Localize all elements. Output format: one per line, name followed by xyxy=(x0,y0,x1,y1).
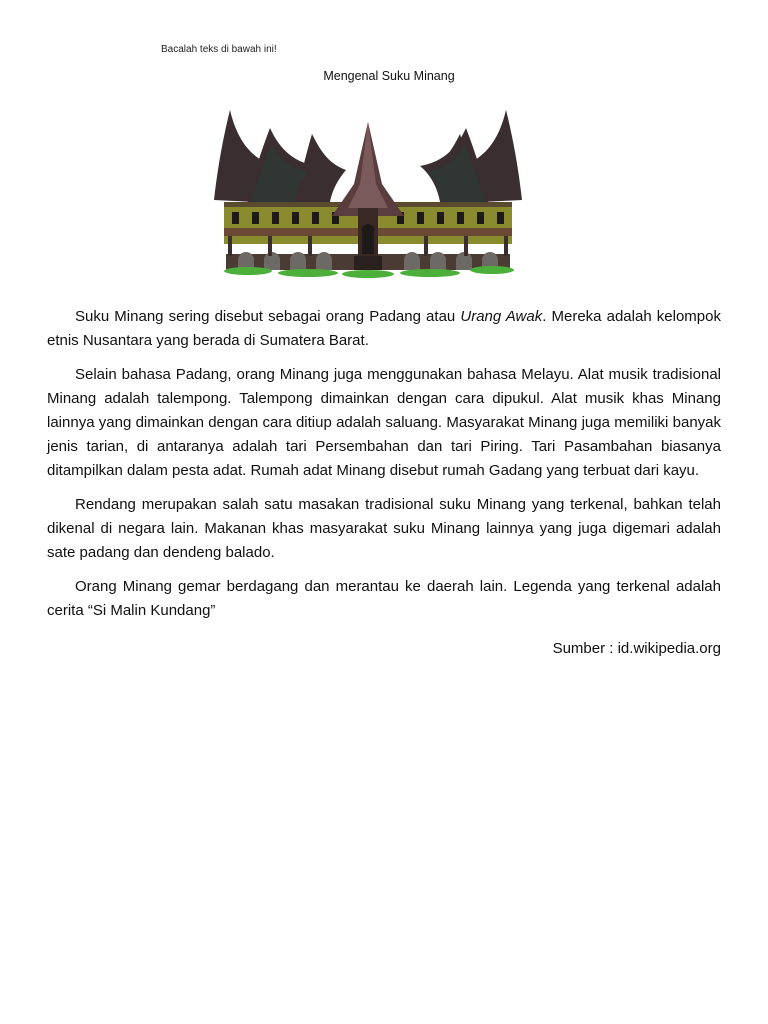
paragraph-1-italic-term: Urang Awak xyxy=(460,308,543,325)
paragraph-1-after: . Mereka adalah kelompok etnis Nusantara yang berada di Sumatera Barat. xyxy=(47,308,721,349)
paragraph-2: Selain bahasa Padang, orang Minang juga menggunakan bahasa Melayu. Alat musik tradisional Minang adalah talempong. Talempong dimainkan dengan cara dipukul. Alat musik khas Minang lainnya yang dimainkan dengan cara ditiup adalah saluang. Masyarakat Minang juga memiliki banyak jenis tarian, di antaranya adalah tari Persembahan dan tari Piring. Tari Pasambahan biasanya ditampilkan dalam pesta adat. Rumah adat Minang disebut rumah Gadang yang terbuat dari kayu. xyxy=(47,366,721,479)
instruction-text: Bacalah teks di bawah ini! xyxy=(161,44,277,55)
page-title: Mengenal Suku Minang xyxy=(323,69,455,83)
article-body xyxy=(47,305,721,671)
rumah-gadang-icon xyxy=(208,104,528,284)
paragraph-1 xyxy=(47,305,721,353)
rumah-gadang-illustration xyxy=(208,104,528,284)
paragraph-1-before: Suku Minang sering disebut sebagai orang Padang atau xyxy=(75,308,461,325)
source-citation: Sumber : id.wikipedia.org xyxy=(552,640,721,657)
paragraph-3: Rendang merupakan salah satu masakan tradisional suku Minang yang terkenal, bahkan telah dikenal di negara lain. Makanan khas masyarakat suku Minang lainnya yang juga digemari adalah sate padang dan dendeng balado. xyxy=(47,496,721,561)
paragraph-4: Orang Minang gemar berdagang dan merantau ke daerah lain. Legenda yang terkenal adalah cerita “Si Malin Kundang” xyxy=(47,578,721,619)
